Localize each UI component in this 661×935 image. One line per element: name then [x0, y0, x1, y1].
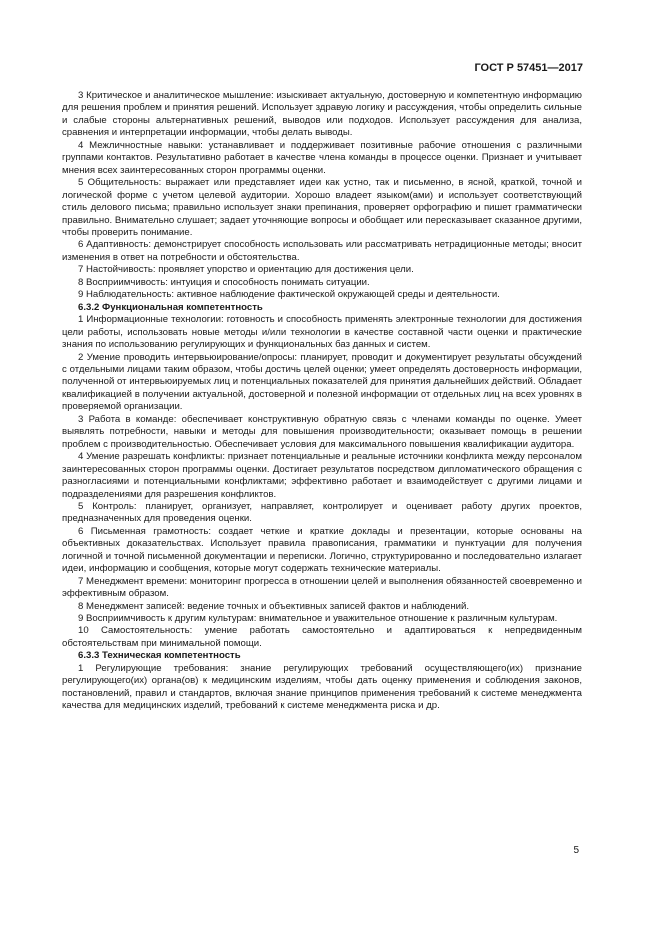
page-number: 5	[573, 845, 579, 856]
paragraph: 1 Информационные технологии: готовность и способность применять электронные технологии для достижения цели работы, использовать новые методы и/или технологии в качестве составной части оценки и практические знания по использованию регулирующих и функциональных баз данных и систем.	[62, 314, 582, 351]
paragraph: 3 Работа в команде: обеспечивает конструктивную обратную связь с членами команды по оценке. Умеет выявлять потребности, навыки и методы для повышения производительности; оказывает помощь в решении проблем с производительностью. Обеспечивает условия для максимального повышения квалификации аудитора.	[62, 413, 582, 450]
standard-designation: ГОСТ Р 57451—2017	[474, 62, 583, 74]
paragraph: 2 Умение проводить интервьюирование/опросы: планирует, проводит и документирует результаты обсуждений с отдельными лицами таким образом, чтобы достичь целей оценки; умеет определять достоверность информации, полученной от интервьюируемых лиц и потенциальных показателей для принятия дальнейших действий. Обладает квалификацией в получении актуальной, достоверной и полезной информации от отдельных лиц на всех уровнях в проверяемой организации.	[62, 351, 582, 413]
document-body	[62, 90, 582, 713]
paragraph: 7 Настойчивость: проявляет упорство и ориентацию для достижения цели.	[78, 264, 414, 276]
paragraph: 4 Умение разрешать конфликты: признает потенциальные и реальные источники конфликта между персоналом заинтересованных сторон программы оценки. Достигает результатов посредством дипломатического обращения с разногласиями и потенциальными конфликтами; эффективно работает и взаимодействует с другими лицами и подразделениями для разрешения конфликтов.	[62, 451, 582, 500]
paragraph: 5 Контроль: планирует, организует, направляет, контролирует и оценивает работу других проектов, предназначенных для проведения оценки.	[62, 500, 582, 525]
paragraph: 1 Регулирующие требования: знание регулирующих требований осуществляющего(их) признание регулирующего(их) органа(ов) к медицинским изделиям, чтобы дать оценку применения и соблюдения законов, постановлений, правил и стандартов, включая знание принципов применения требований к системе менеджмента качества для медицинских изделий, требований к системе менеджмента риска и др.	[62, 662, 582, 712]
paragraph: 9 Наблюдательность: активное наблюдение фактической окружающей среды и деятельности.	[78, 289, 500, 301]
paragraph: 6 Письменная грамотность: создает четкие и краткие доклады и презентации, которые основаны на объективных доказательствах. Использует правила правописания, грамматики и пунктуации для получения логичной и точной письменной документации и переписки. Логично, структурированно и последовательно излагает идеи, информацию и сообщения, которые могут содержать технические материалы.	[62, 525, 582, 575]
paragraph: 8 Восприимчивость: интуиция и способность понимать ситуации.	[78, 276, 370, 288]
paragraph: 5 Общительность: выражает или представляет идеи как устно, так и письменно, в ясной, краткой, точной и логической форме с учетом целевой аудитории. Хорошо владеет языком(ами) и использует соответствующий стиль делового письма; правильно использует знаки препинания, проверяет орфографию и пишет грамматически правильно. Внимательно слушает; задает уточняющие вопросы и обобщает или пересказывает сказанное другими, чтобы проверить понимание.	[62, 177, 582, 238]
section-heading: 6.3.2 Функциональная компетентность	[78, 301, 263, 313]
paragraph: 7 Менеджмент времени: мониторинг прогресса в отношении целей и выполнения обязанностей своевременно и эффективным образом.	[62, 575, 582, 600]
paragraph: 8 Менеджмент записей: ведение точных и объективных записей фактов и наблюдений.	[78, 600, 470, 612]
paragraph: 4 Межличностные навыки: устанавливает и поддерживает позитивные рабочие отношения с различными группами контактов. Результативно работает в качестве члена команды в процессе оценки. Признает и учитывает мнения всех заинтересованных сторон программы оценки.	[62, 139, 582, 176]
paragraph: 9 Восприимчивость к другим культурам: внимательное и уважительное отношение к различным культурам.	[78, 613, 558, 625]
paragraph: 6 Адаптивность: демонстрирует способность использовать или рассматривать нетрадиционные методы; вносит изменения в ответ на потребности и обстоятельства.	[62, 239, 582, 263]
section-heading: 6.3.3 Техническая компетентность	[78, 650, 241, 662]
paragraph: 3 Критическое и аналитическое мышление: изыскивает актуальную, достоверную и компетентную информацию для решения проблем и принятия решений. Использует здравую логику и рассуждения, чтобы определить сильные и слабые стороны альтернативных решений, выводов или подходов. Использует рассуждения для анализа, сравнения и интерпретации информации, чтобы делать выводы.	[62, 90, 582, 139]
paragraph: 10 Самостоятельность: умение работать самостоятельно и адаптироваться к непредвиденным обстоятельствам при минимальной помощи.	[62, 625, 582, 649]
